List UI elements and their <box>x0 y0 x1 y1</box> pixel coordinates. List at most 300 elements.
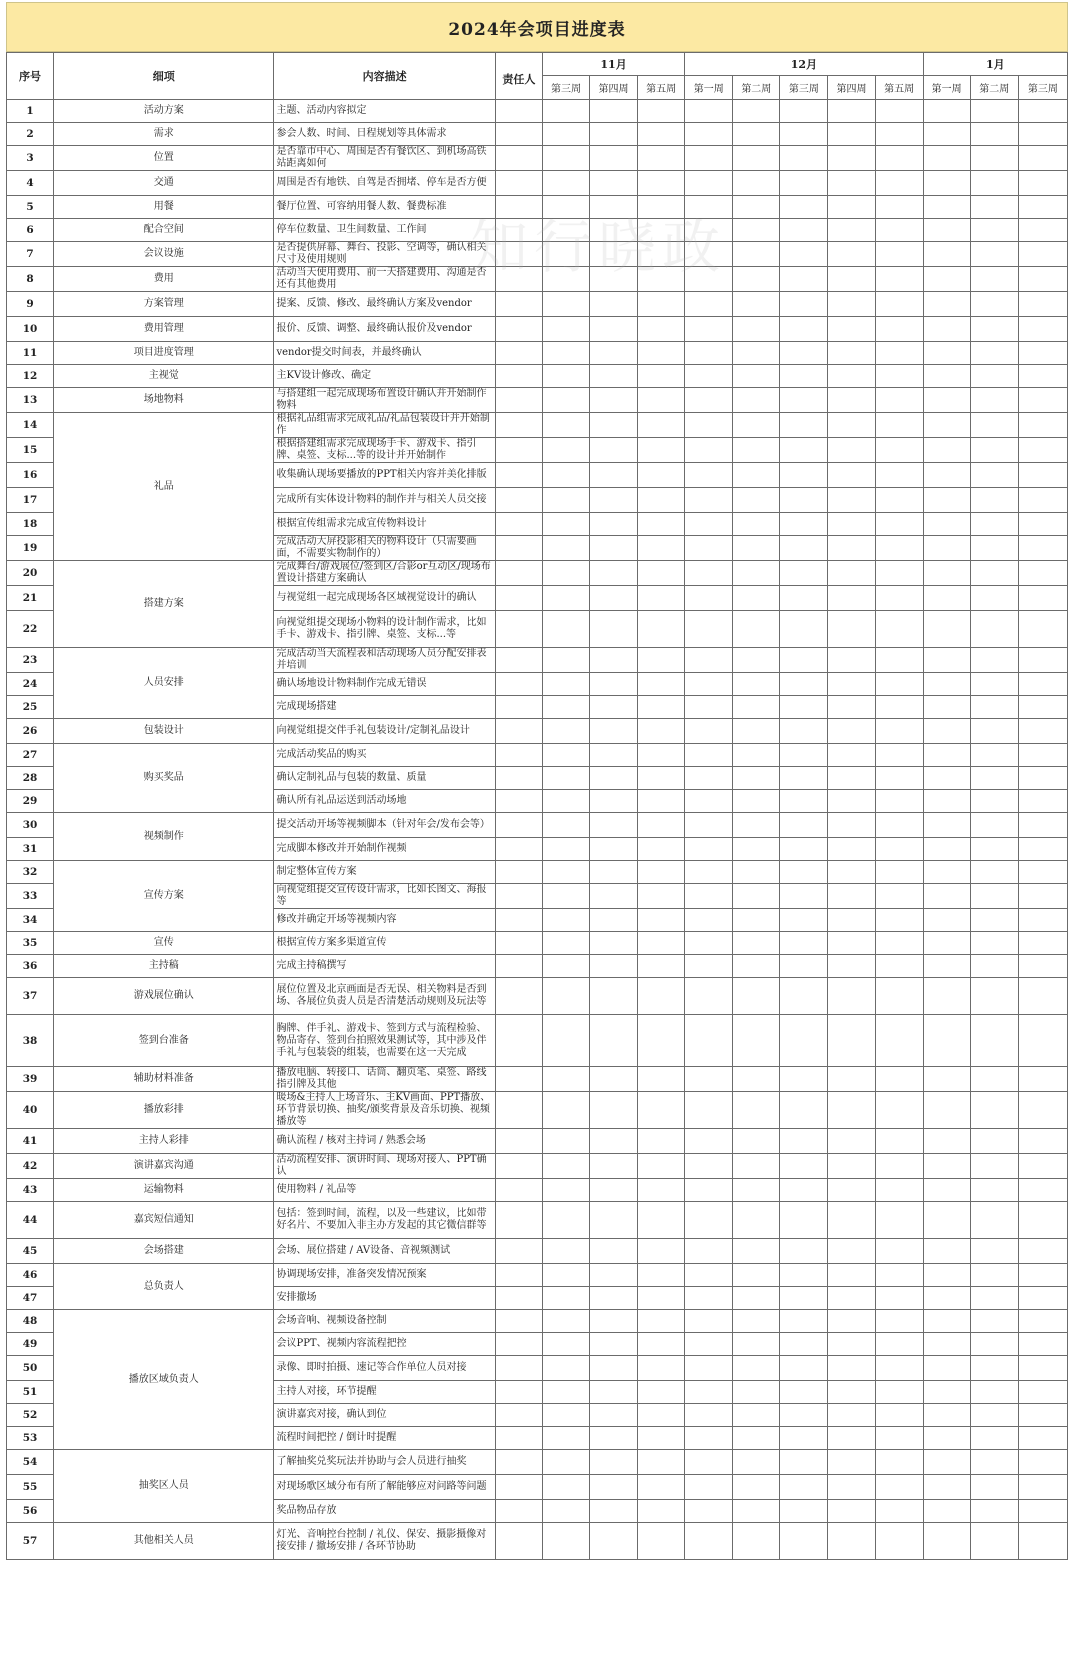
week-cell[interactable] <box>542 1202 589 1239</box>
owner-cell[interactable] <box>495 1067 542 1092</box>
week-cell[interactable] <box>828 1067 875 1092</box>
week-cell[interactable] <box>733 1092 780 1129</box>
week-cell[interactable] <box>970 219 1018 242</box>
week-cell[interactable] <box>1018 219 1067 242</box>
row-number[interactable]: 12 <box>7 365 54 388</box>
week-cell[interactable] <box>875 1500 923 1523</box>
week-cell[interactable] <box>542 884 589 909</box>
week-cell[interactable] <box>542 909 589 932</box>
owner-cell[interactable] <box>495 267 542 292</box>
week-cell[interactable] <box>875 932 923 955</box>
week-cell[interactable] <box>828 171 875 196</box>
item-cell[interactable]: 演讲嘉宾沟通 <box>54 1154 274 1179</box>
description-cell[interactable]: 活动当天使用费用、前一天搭建费用、沟通是否还有其他费用 <box>274 267 495 292</box>
week-cell[interactable] <box>542 813 589 838</box>
week-cell[interactable] <box>542 365 589 388</box>
week-cell[interactable] <box>875 1450 923 1475</box>
week-cell[interactable] <box>542 1239 589 1264</box>
week-cell[interactable] <box>1018 317 1067 342</box>
description-cell[interactable]: 周围是否有地铁、自驾是否拥堵、停车是否方便 <box>274 171 495 196</box>
row-number[interactable]: 19 <box>7 536 54 561</box>
week-cell[interactable] <box>923 100 970 123</box>
week-cell[interactable] <box>638 744 685 767</box>
week-cell[interactable] <box>685 123 733 146</box>
week-cell[interactable] <box>970 342 1018 365</box>
week-cell[interactable] <box>970 171 1018 196</box>
week-cell[interactable] <box>970 719 1018 744</box>
description-cell[interactable]: 确认场地设计物料制作完成无错误 <box>274 673 495 696</box>
week-cell[interactable] <box>923 586 970 611</box>
week-cell[interactable] <box>780 838 828 861</box>
week-cell[interactable] <box>828 611 875 648</box>
owner-cell[interactable] <box>495 790 542 813</box>
week-cell[interactable] <box>780 673 828 696</box>
week-cell[interactable] <box>875 1129 923 1154</box>
week-cell[interactable] <box>685 1427 733 1450</box>
description-cell[interactable]: 播放电脑、转接口、话筒、翻页笔、桌签、路线指引牌及其他 <box>274 1067 495 1092</box>
week-cell[interactable] <box>542 696 589 719</box>
week-cell[interactable] <box>780 292 828 317</box>
week-cell[interactable] <box>1018 790 1067 813</box>
row-number[interactable]: 37 <box>7 978 54 1015</box>
week-cell[interactable] <box>685 955 733 978</box>
week-cell[interactable] <box>638 1129 685 1154</box>
week-cell[interactable] <box>590 744 638 767</box>
week-cell[interactable] <box>970 1427 1018 1450</box>
week-cell[interactable] <box>542 196 589 219</box>
week-cell[interactable] <box>780 488 828 513</box>
week-cell[interactable] <box>780 978 828 1015</box>
week-cell[interactable] <box>1018 1427 1067 1450</box>
week-cell[interactable] <box>923 1239 970 1264</box>
week-cell[interactable] <box>828 813 875 838</box>
week-cell[interactable] <box>780 146 828 171</box>
week-cell[interactable] <box>780 1092 828 1129</box>
row-number[interactable]: 35 <box>7 932 54 955</box>
week-cell[interactable] <box>542 1264 589 1287</box>
week-cell[interactable] <box>638 1310 685 1333</box>
week-cell[interactable] <box>542 536 589 561</box>
description-cell[interactable]: 主KV设计修改、确定 <box>274 365 495 388</box>
week-cell[interactable] <box>590 1500 638 1523</box>
week-cell[interactable] <box>542 861 589 884</box>
week-cell[interactable] <box>638 463 685 488</box>
week-cell[interactable] <box>542 1310 589 1333</box>
week-cell[interactable] <box>590 1239 638 1264</box>
week-cell[interactable] <box>733 1381 780 1404</box>
owner-cell[interactable] <box>495 242 542 267</box>
week-cell[interactable] <box>542 100 589 123</box>
week-cell[interactable] <box>923 1264 970 1287</box>
week-cell[interactable] <box>685 767 733 790</box>
description-cell[interactable]: 制定整体宣传方案 <box>274 861 495 884</box>
week-cell[interactable] <box>923 196 970 219</box>
row-number[interactable]: 4 <box>7 171 54 196</box>
week-cell[interactable] <box>542 1092 589 1129</box>
week-cell[interactable] <box>1018 1179 1067 1202</box>
row-number[interactable]: 54 <box>7 1450 54 1475</box>
week-cell[interactable] <box>542 561 589 586</box>
week-cell[interactable] <box>1018 1333 1067 1356</box>
item-cell[interactable]: 宣传方案 <box>54 861 274 932</box>
week-cell[interactable] <box>733 146 780 171</box>
week-cell[interactable] <box>733 861 780 884</box>
week-cell[interactable] <box>1018 196 1067 219</box>
week-cell[interactable] <box>1018 1523 1067 1560</box>
item-cell[interactable]: 签到台准备 <box>54 1015 274 1067</box>
owner-cell[interactable] <box>495 909 542 932</box>
week-header[interactable]: 第二周 <box>970 76 1018 100</box>
week-cell[interactable] <box>638 1067 685 1092</box>
week-cell[interactable] <box>780 1475 828 1500</box>
week-cell[interactable] <box>685 317 733 342</box>
week-cell[interactable] <box>1018 1450 1067 1475</box>
owner-cell[interactable] <box>495 1179 542 1202</box>
week-cell[interactable] <box>733 696 780 719</box>
description-cell[interactable]: 参会人数、时间、日程规划等具体需求 <box>274 123 495 146</box>
week-cell[interactable] <box>1018 123 1067 146</box>
week-cell[interactable] <box>828 196 875 219</box>
week-cell[interactable] <box>780 648 828 673</box>
week-cell[interactable] <box>638 611 685 648</box>
week-header[interactable]: 第三周 <box>542 76 589 100</box>
week-header[interactable]: 第四周 <box>590 76 638 100</box>
week-cell[interactable] <box>875 1475 923 1500</box>
week-cell[interactable] <box>733 1310 780 1333</box>
week-cell[interactable] <box>780 884 828 909</box>
week-cell[interactable] <box>875 1427 923 1450</box>
item-cell[interactable]: 包装设计 <box>54 719 274 744</box>
week-cell[interactable] <box>1018 1129 1067 1154</box>
week-cell[interactable] <box>828 536 875 561</box>
week-cell[interactable] <box>828 1264 875 1287</box>
owner-cell[interactable] <box>495 171 542 196</box>
week-cell[interactable] <box>923 884 970 909</box>
week-cell[interactable] <box>1018 1500 1067 1523</box>
week-cell[interactable] <box>970 696 1018 719</box>
week-cell[interactable] <box>685 1404 733 1427</box>
week-cell[interactable] <box>875 1310 923 1333</box>
week-cell[interactable] <box>780 719 828 744</box>
week-cell[interactable] <box>923 1523 970 1560</box>
row-number[interactable]: 47 <box>7 1287 54 1310</box>
week-cell[interactable] <box>638 171 685 196</box>
week-cell[interactable] <box>923 267 970 292</box>
week-cell[interactable] <box>590 1475 638 1500</box>
row-number[interactable]: 29 <box>7 790 54 813</box>
week-cell[interactable] <box>590 1287 638 1310</box>
week-cell[interactable] <box>923 1202 970 1239</box>
week-cell[interactable] <box>638 365 685 388</box>
description-cell[interactable]: 确认定制礼品与包装的数量、质量 <box>274 767 495 790</box>
week-cell[interactable] <box>733 292 780 317</box>
owner-cell[interactable] <box>495 1015 542 1067</box>
week-cell[interactable] <box>875 196 923 219</box>
week-cell[interactable] <box>1018 955 1067 978</box>
week-cell[interactable] <box>780 1333 828 1356</box>
week-cell[interactable] <box>542 171 589 196</box>
week-cell[interactable] <box>828 1239 875 1264</box>
week-cell[interactable] <box>828 1333 875 1356</box>
week-cell[interactable] <box>780 513 828 536</box>
week-cell[interactable] <box>970 100 1018 123</box>
week-cell[interactable] <box>923 513 970 536</box>
week-cell[interactable] <box>733 1129 780 1154</box>
week-cell[interactable] <box>638 586 685 611</box>
week-cell[interactable] <box>1018 1202 1067 1239</box>
week-cell[interactable] <box>970 413 1018 438</box>
week-cell[interactable] <box>923 978 970 1015</box>
week-cell[interactable] <box>685 365 733 388</box>
week-cell[interactable] <box>780 1356 828 1381</box>
week-cell[interactable] <box>970 1310 1018 1333</box>
week-cell[interactable] <box>780 1500 828 1523</box>
week-cell[interactable] <box>780 536 828 561</box>
row-number[interactable]: 45 <box>7 1239 54 1264</box>
week-cell[interactable] <box>828 955 875 978</box>
week-cell[interactable] <box>970 673 1018 696</box>
week-cell[interactable] <box>780 1202 828 1239</box>
row-number[interactable]: 27 <box>7 744 54 767</box>
row-number[interactable]: 23 <box>7 648 54 673</box>
week-cell[interactable] <box>923 1179 970 1202</box>
week-cell[interactable] <box>590 955 638 978</box>
item-cell[interactable]: 宣传 <box>54 932 274 955</box>
week-cell[interactable] <box>638 438 685 463</box>
week-cell[interactable] <box>970 463 1018 488</box>
owner-cell[interactable] <box>495 1333 542 1356</box>
week-cell[interactable] <box>970 1015 1018 1067</box>
description-cell[interactable]: vendor提交时间表，并最终确认 <box>274 342 495 365</box>
description-cell[interactable]: 确认所有礼品运送到活动场地 <box>274 790 495 813</box>
owner-cell[interactable] <box>495 292 542 317</box>
item-cell[interactable]: 主视觉 <box>54 365 274 388</box>
row-number[interactable]: 5 <box>7 196 54 219</box>
week-cell[interactable] <box>542 413 589 438</box>
week-cell[interactable] <box>923 388 970 413</box>
week-cell[interactable] <box>542 317 589 342</box>
owner-cell[interactable] <box>495 1500 542 1523</box>
week-cell[interactable] <box>780 196 828 219</box>
week-cell[interactable] <box>733 1264 780 1287</box>
week-cell[interactable] <box>875 1239 923 1264</box>
owner-cell[interactable] <box>495 388 542 413</box>
week-cell[interactable] <box>875 267 923 292</box>
week-cell[interactable] <box>1018 909 1067 932</box>
week-cell[interactable] <box>733 388 780 413</box>
week-cell[interactable] <box>828 909 875 932</box>
owner-cell[interactable] <box>495 696 542 719</box>
description-cell[interactable]: 流程时间把控 / 倒计时提醒 <box>274 1427 495 1450</box>
week-cell[interactable] <box>970 648 1018 673</box>
week-cell[interactable] <box>970 1179 1018 1202</box>
week-cell[interactable] <box>590 884 638 909</box>
week-cell[interactable] <box>638 1500 685 1523</box>
week-cell[interactable] <box>685 744 733 767</box>
week-cell[interactable] <box>638 1015 685 1067</box>
week-cell[interactable] <box>1018 861 1067 884</box>
week-cell[interactable] <box>1018 1287 1067 1310</box>
week-cell[interactable] <box>923 1356 970 1381</box>
week-cell[interactable] <box>828 1404 875 1427</box>
week-cell[interactable] <box>542 1179 589 1202</box>
week-cell[interactable] <box>923 955 970 978</box>
week-cell[interactable] <box>923 123 970 146</box>
week-cell[interactable] <box>875 123 923 146</box>
week-cell[interactable] <box>780 1129 828 1154</box>
owner-cell[interactable] <box>495 1475 542 1500</box>
week-cell[interactable] <box>875 342 923 365</box>
row-number[interactable]: 25 <box>7 696 54 719</box>
week-cell[interactable] <box>780 744 828 767</box>
week-cell[interactable] <box>923 719 970 744</box>
week-cell[interactable] <box>542 438 589 463</box>
week-cell[interactable] <box>590 767 638 790</box>
week-cell[interactable] <box>923 242 970 267</box>
week-cell[interactable] <box>970 1202 1018 1239</box>
week-cell[interactable] <box>1018 838 1067 861</box>
week-cell[interactable] <box>828 342 875 365</box>
week-cell[interactable] <box>875 1179 923 1202</box>
week-cell[interactable] <box>875 1092 923 1129</box>
row-number[interactable]: 56 <box>7 1500 54 1523</box>
week-cell[interactable] <box>590 1129 638 1154</box>
week-cell[interactable] <box>685 100 733 123</box>
item-cell[interactable]: 礼品 <box>54 413 274 561</box>
row-number[interactable]: 43 <box>7 1179 54 1202</box>
week-cell[interactable] <box>590 611 638 648</box>
description-cell[interactable]: 完成活动当天流程表和活动现场人员分配安排表并培训 <box>274 648 495 673</box>
week-cell[interactable] <box>733 790 780 813</box>
week-cell[interactable] <box>1018 146 1067 171</box>
week-cell[interactable] <box>542 1475 589 1500</box>
week-cell[interactable] <box>590 123 638 146</box>
week-cell[interactable] <box>638 1450 685 1475</box>
week-cell[interactable] <box>970 884 1018 909</box>
week-cell[interactable] <box>685 219 733 242</box>
description-cell[interactable]: 修改并确定开场等视频内容 <box>274 909 495 932</box>
week-cell[interactable] <box>1018 561 1067 586</box>
week-cell[interactable] <box>1018 813 1067 838</box>
week-cell[interactable] <box>590 561 638 586</box>
week-cell[interactable] <box>685 342 733 365</box>
week-cell[interactable] <box>590 1404 638 1427</box>
owner-cell[interactable] <box>495 146 542 171</box>
week-cell[interactable] <box>590 488 638 513</box>
item-cell[interactable]: 辅助材料准备 <box>54 1067 274 1092</box>
week-cell[interactable] <box>875 673 923 696</box>
description-cell[interactable]: 完成所有实体设计物料的制作并与相关人员交接 <box>274 488 495 513</box>
description-cell[interactable]: 向视觉组提交伴手礼包装设计/定制礼品设计 <box>274 719 495 744</box>
week-cell[interactable] <box>638 884 685 909</box>
month-header[interactable]: 1月 <box>923 53 1067 76</box>
week-cell[interactable] <box>685 1067 733 1092</box>
week-cell[interactable] <box>638 1333 685 1356</box>
row-number[interactable]: 31 <box>7 838 54 861</box>
owner-cell[interactable] <box>495 932 542 955</box>
week-cell[interactable] <box>828 267 875 292</box>
week-cell[interactable] <box>685 146 733 171</box>
week-cell[interactable] <box>733 744 780 767</box>
week-cell[interactable] <box>542 292 589 317</box>
week-cell[interactable] <box>1018 438 1067 463</box>
owner-cell[interactable] <box>495 861 542 884</box>
week-cell[interactable] <box>780 242 828 267</box>
week-cell[interactable] <box>1018 365 1067 388</box>
week-cell[interactable] <box>970 978 1018 1015</box>
week-cell[interactable] <box>590 838 638 861</box>
week-cell[interactable] <box>1018 744 1067 767</box>
week-cell[interactable] <box>970 513 1018 536</box>
description-cell[interactable]: 了解抽奖兑奖玩法并协助与会人员进行抽奖 <box>274 1450 495 1475</box>
row-number[interactable]: 36 <box>7 955 54 978</box>
row-number[interactable]: 48 <box>7 1310 54 1333</box>
week-cell[interactable] <box>685 1287 733 1310</box>
week-cell[interactable] <box>875 171 923 196</box>
week-cell[interactable] <box>780 611 828 648</box>
week-cell[interactable] <box>970 1523 1018 1560</box>
item-cell[interactable]: 播放区域负责人 <box>54 1310 274 1450</box>
week-cell[interactable] <box>733 463 780 488</box>
week-cell[interactable] <box>638 1404 685 1427</box>
week-cell[interactable] <box>542 219 589 242</box>
owner-cell[interactable] <box>495 413 542 438</box>
owner-cell[interactable] <box>495 1202 542 1239</box>
week-cell[interactable] <box>638 342 685 365</box>
owner-cell[interactable] <box>495 838 542 861</box>
week-cell[interactable] <box>1018 1381 1067 1404</box>
week-cell[interactable] <box>923 838 970 861</box>
week-cell[interactable] <box>1018 719 1067 744</box>
week-cell[interactable] <box>733 100 780 123</box>
week-cell[interactable] <box>590 648 638 673</box>
week-cell[interactable] <box>590 1015 638 1067</box>
week-cell[interactable] <box>590 1427 638 1450</box>
week-cell[interactable] <box>638 932 685 955</box>
week-cell[interactable] <box>828 978 875 1015</box>
row-number[interactable]: 26 <box>7 719 54 744</box>
week-cell[interactable] <box>828 1129 875 1154</box>
week-cell[interactable] <box>923 219 970 242</box>
week-cell[interactable] <box>685 1179 733 1202</box>
week-cell[interactable] <box>638 267 685 292</box>
week-cell[interactable] <box>970 561 1018 586</box>
week-cell[interactable] <box>828 1287 875 1310</box>
owner-cell[interactable] <box>495 1523 542 1560</box>
week-cell[interactable] <box>733 365 780 388</box>
owner-cell[interactable] <box>495 438 542 463</box>
week-cell[interactable] <box>923 1381 970 1404</box>
week-cell[interactable] <box>1018 1092 1067 1129</box>
item-cell[interactable]: 视频制作 <box>54 813 274 861</box>
row-number[interactable]: 50 <box>7 1356 54 1381</box>
week-cell[interactable] <box>542 1381 589 1404</box>
week-cell[interactable] <box>780 171 828 196</box>
week-cell[interactable] <box>828 1310 875 1333</box>
week-cell[interactable] <box>875 1356 923 1381</box>
description-cell[interactable]: 使用物料 / 礼品等 <box>274 1179 495 1202</box>
description-cell[interactable]: 根据宣传组需求完成宣传物料设计 <box>274 513 495 536</box>
week-cell[interactable] <box>733 1475 780 1500</box>
row-number[interactable]: 30 <box>7 813 54 838</box>
week-cell[interactable] <box>828 1381 875 1404</box>
week-cell[interactable] <box>1018 1264 1067 1287</box>
week-cell[interactable] <box>590 1202 638 1239</box>
week-cell[interactable] <box>923 1129 970 1154</box>
week-cell[interactable] <box>780 100 828 123</box>
description-cell[interactable]: 协调现场安排，准备突发情况预案 <box>274 1264 495 1287</box>
week-cell[interactable] <box>923 171 970 196</box>
